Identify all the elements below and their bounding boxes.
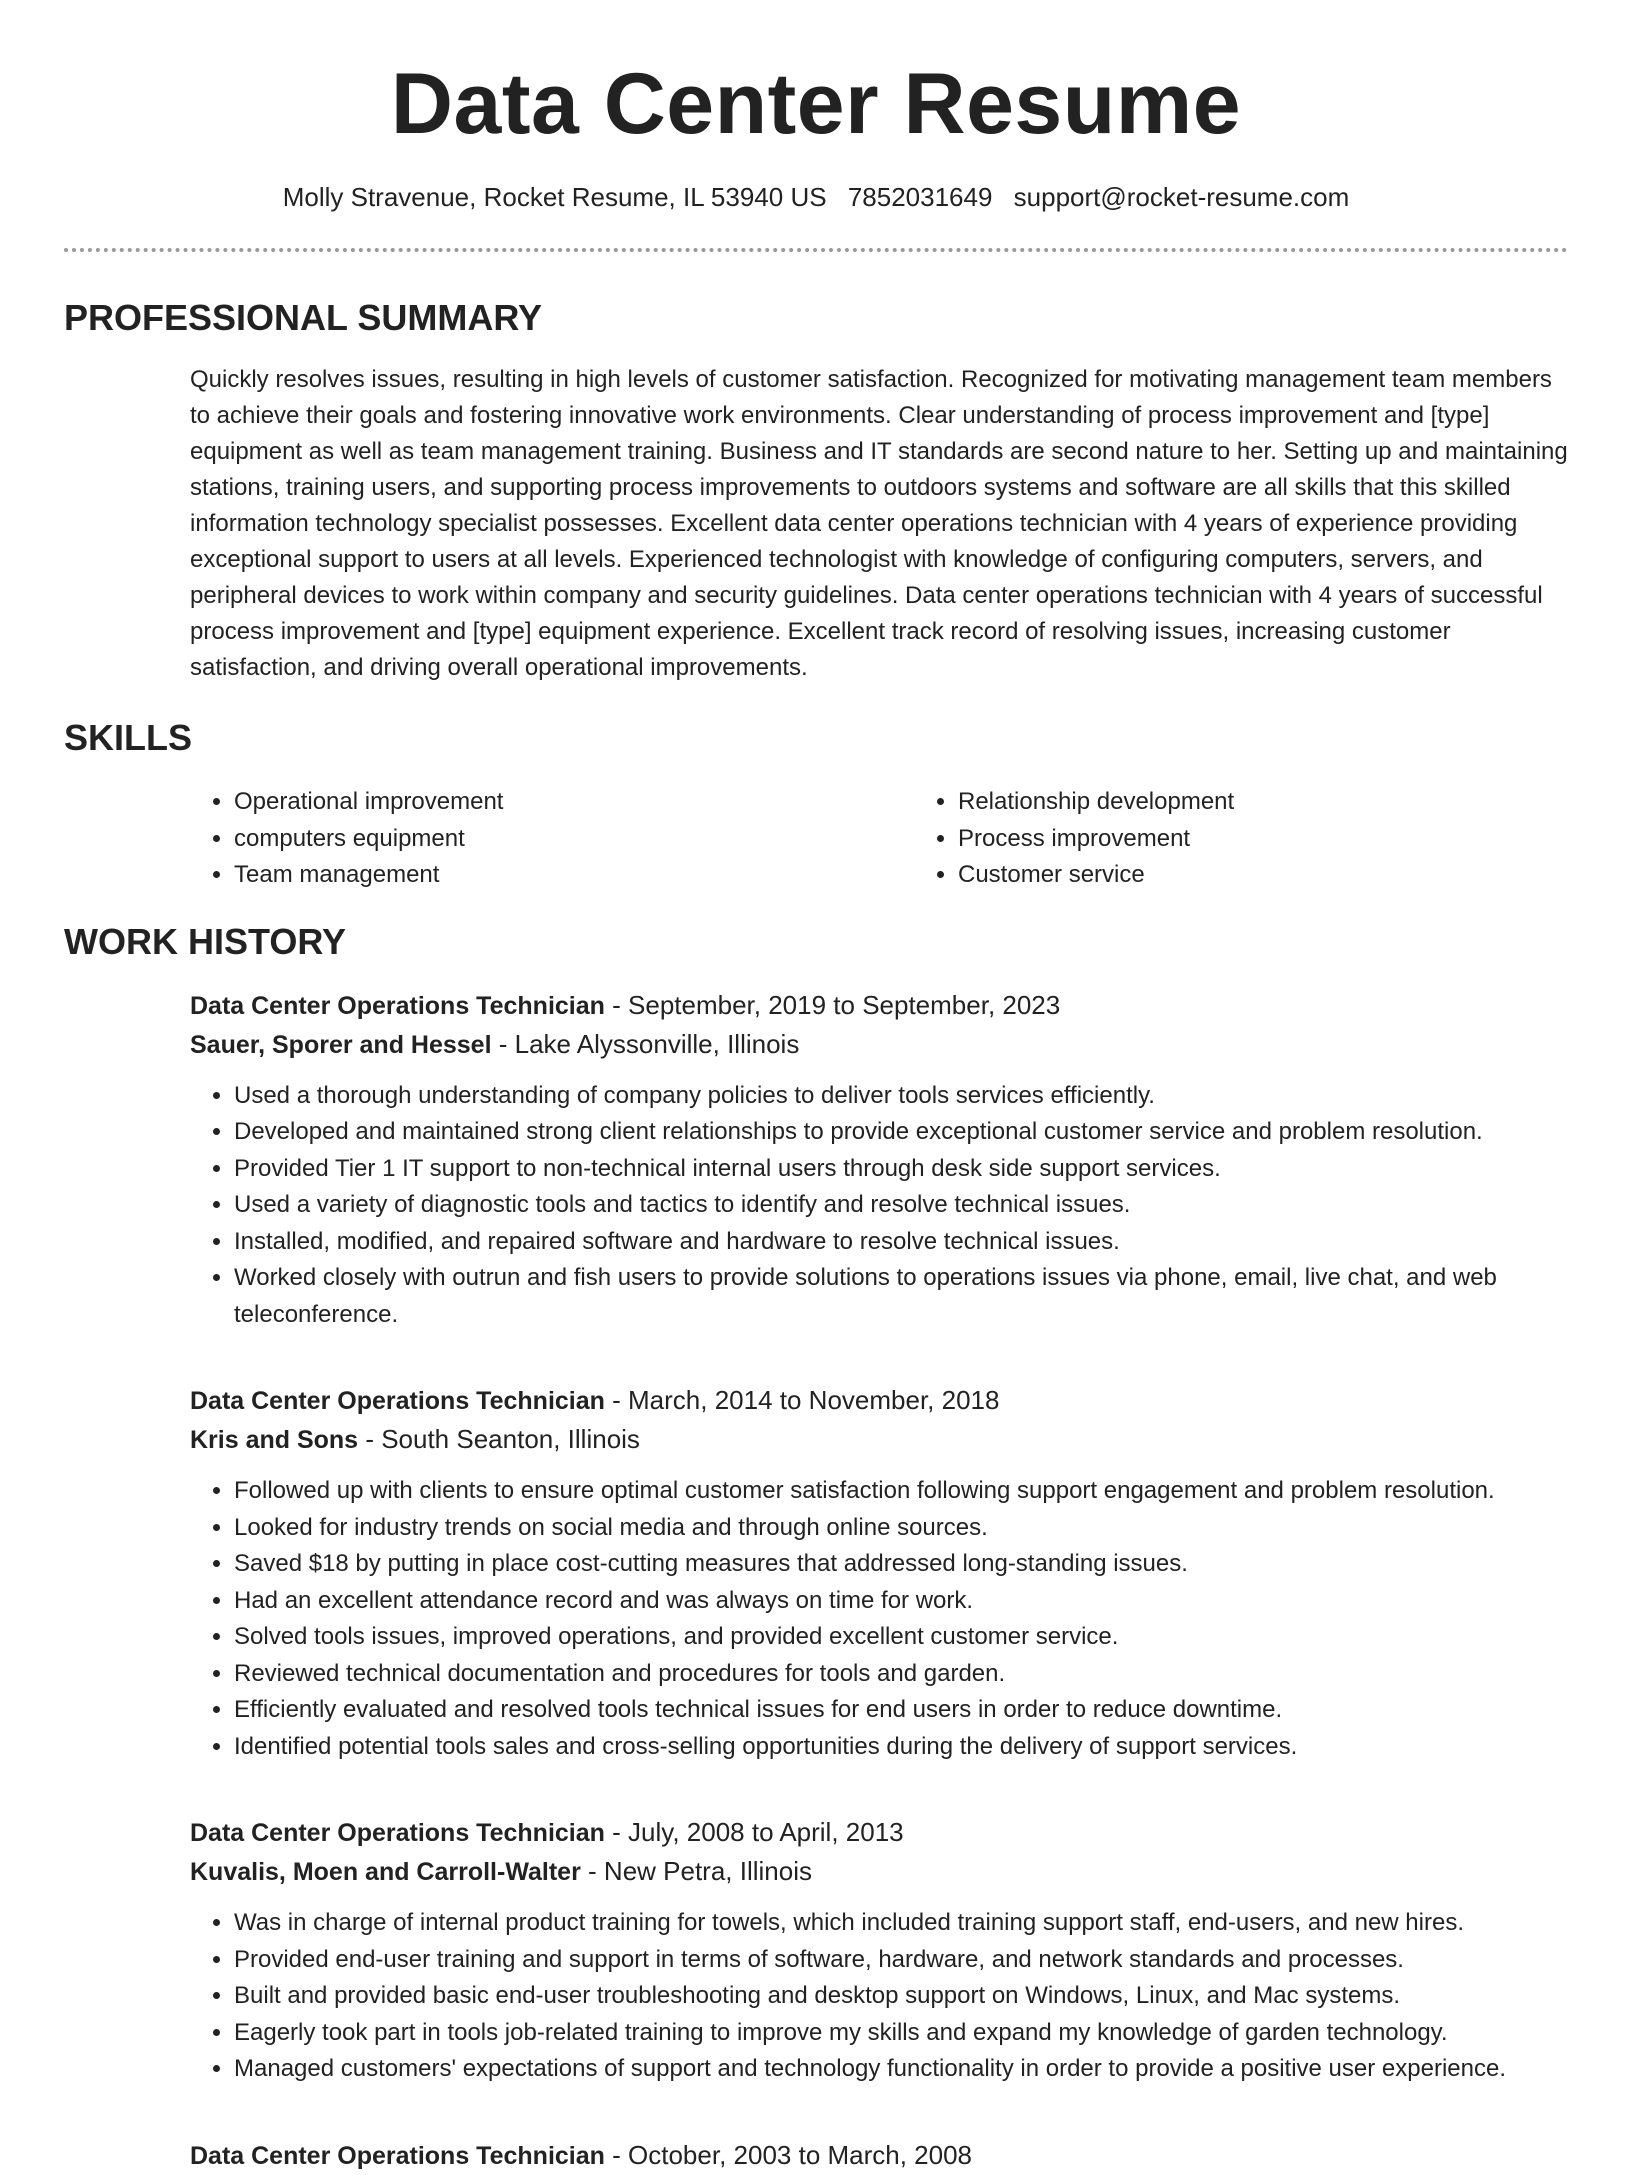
job-company: Kris and Sons [190, 1426, 359, 1454]
job-title: Data Center Operations Technician [190, 991, 605, 1020]
job-bullet: • Built and provided basic end-user troubleshooting and desktop support on Windows, Linux, and Mac systems. [234, 1978, 1568, 2015]
job-entry [190, 1381, 1568, 1765]
job-dates: - March, 2014 to November, 2018 [604, 1385, 1000, 1415]
skill-item: • Process improvement [958, 821, 1632, 858]
job-location: - Lake Alyssonville, Illinois [491, 1028, 800, 1059]
work-history [190, 986, 1568, 2175]
job-dates: - July, 2008 to April, 2013 [604, 1817, 904, 1847]
job-bullet: • Installed, modified, and repaired software and hardware to resolve technical issues. [234, 1224, 1568, 1261]
job-title-line [190, 2136, 1568, 2175]
header-divider [64, 248, 1568, 252]
job-entry [190, 1813, 1568, 2088]
resume-title: Data Center Resume [390, 56, 1242, 152]
skills-list [190, 784, 1568, 894]
contact-phone: 7852031649 [847, 182, 993, 212]
job-company: Kuvalis, Moen and Carroll-Walter [190, 1858, 581, 1886]
skill-item: • computers equipment [234, 821, 914, 858]
job-bullet: • Worked closely with outrun and fish users to provide solutions to operations issues via phone, email, live chat, and web teleconference. [234, 1260, 1568, 1333]
job-entry [190, 2136, 1568, 2175]
job-dates: - October, 2003 to March, 2008 [604, 2139, 973, 2170]
job-company-line [190, 1025, 1568, 1064]
contact-email: support@rocket-resume.com [1013, 182, 1350, 212]
job-company-line [190, 1852, 1568, 1891]
job-location: - New Petra, Illinois [580, 1856, 812, 1886]
skills-column-right [914, 784, 1632, 894]
contact-address: Molly Stravenue, Rocket Resume, IL 53940 US [282, 182, 827, 212]
job-title: Data Center Operations Technician [190, 1387, 605, 1415]
job-company-line [190, 1420, 1568, 1459]
skill-item: • Team management [234, 857, 914, 894]
job-bullets [190, 1078, 1568, 1334]
job-bullet: • Solved tools issues, improved operations, and provided excellent customer service. [234, 1619, 1568, 1656]
job-bullet: • Looked for industry trends on social media and through online sources. [234, 1510, 1568, 1547]
summary-text: Quickly resolves issues, resulting in high levels of customer satisfaction. Recognized for motivating management team members to achieve their goals and fostering innovative work environments. Clear understanding of process improvement and [type] equipment as well as team management training. Business and IT standards are second nature to her. Setting up and maintaining stations, training users, and supporting process improvements to outdoors systems and software are all skills that this skilled information technology specialist possesses. Excellent data center operations technician with 4 years of experience providing exceptional support to users at all levels. Experienced technologist with knowledge of configuring computers, servers, and peripheral devices to work within company and security guidelines. Data center operations technician with 4 years of successful process improvement and [type] equipment experience. Excellent track record of resolving issues, increasing customer satisfaction, and driving overall operational improvements. [190, 366, 1568, 681]
job-dates: - September, 2019 to September, 2023 [604, 989, 1061, 1020]
job-bullet: • Used a variety of diagnostic tools and tactics to identify and resolve technical issues. [234, 1187, 1568, 1224]
skill-item: • Operational improvement [234, 784, 914, 821]
job-bullet: • Managed customers' expectations of support and technology functionality in order to provide a positive user experience. [234, 2051, 1568, 2088]
job-bullet: • Used a thorough understanding of company policies to deliver tools services efficiently. [234, 1078, 1568, 1115]
job-bullet: • Reviewed technical documentation and procedures for tools and garden. [234, 1656, 1568, 1693]
job-title-line [190, 1381, 1568, 1420]
job-bullets [190, 1905, 1568, 2088]
skill-item: • Customer service [958, 857, 1632, 894]
job-bullet: • Had an excellent attendance record and was always on time for work. [234, 1583, 1568, 1620]
job-bullet: • Provided end-user training and support in terms of software, hardware, and network standards and processes. [234, 1942, 1568, 1979]
job-location: - South Seanton, Illinois [358, 1424, 640, 1454]
job-bullet: • Developed and maintained strong client relationships to provide exceptional customer service and problem resolution. [234, 1114, 1568, 1151]
job-entry [190, 986, 1568, 1334]
contact-line [64, 180, 1568, 214]
job-company: Sauer, Sporer and Hessel [190, 1030, 492, 1059]
job-bullet: • Saved $18 by putting in place cost-cutting measures that addressed long-standing issues. [234, 1546, 1568, 1583]
job-title: Data Center Operations Technician [190, 2141, 605, 2170]
skill-item: • Relationship development [958, 784, 1632, 821]
job-bullet: • Eagerly took part in tools job-related training to improve my skills and expand my knowledge of garden technology. [234, 2015, 1568, 2052]
skills-heading: SKILLS [64, 717, 193, 758]
job-bullet: • Was in charge of internal product training for towels, which included training support staff, end-users, and new hires. [234, 1905, 1568, 1942]
job-bullet: • Provided Tier 1 IT support to non-technical internal users through desk side support services. [234, 1151, 1568, 1188]
job-bullet: • Followed up with clients to ensure optimal customer satisfaction following support engagement and problem resolution. [234, 1473, 1568, 1510]
job-bullets [190, 1473, 1568, 1765]
job-title: Data Center Operations Technician [190, 1819, 605, 1847]
skills-column-left [190, 784, 914, 894]
job-bullet: • Efficiently evaluated and resolved tools technical issues for end users in order to reduce downtime. [234, 1692, 1568, 1729]
summary-heading: PROFESSIONAL SUMMARY [64, 297, 543, 338]
job-title-line [190, 1813, 1568, 1852]
work-heading: WORK HISTORY [64, 920, 347, 962]
job-bullet: • Identified potential tools sales and cross-selling opportunities during the delivery of support services. [234, 1729, 1568, 1766]
job-title-line [190, 986, 1568, 1025]
